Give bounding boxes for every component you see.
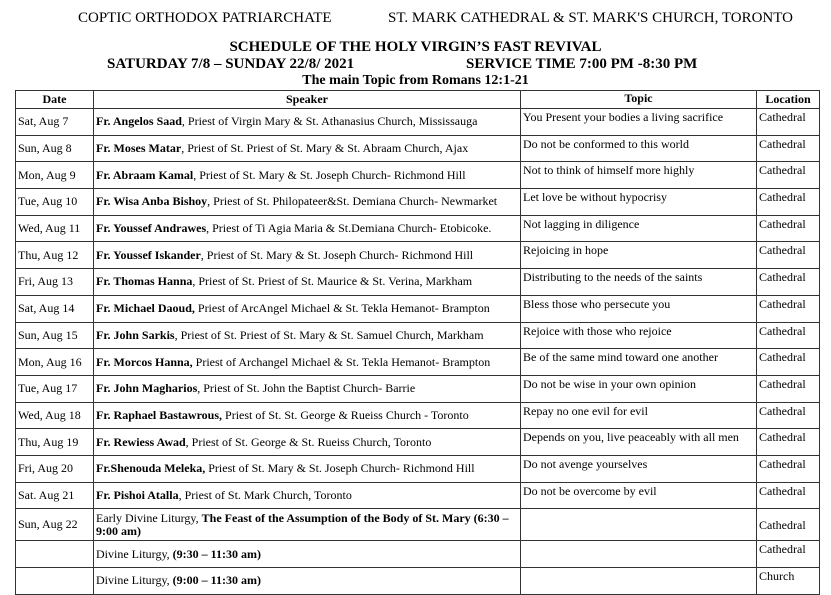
speaker-affiliation: Priest of ArcAngel Michael & St. Tekla Hemanot- Brampton bbox=[194, 301, 490, 316]
date-cell: Fri, Aug 20 bbox=[16, 455, 94, 482]
speaker-cell bbox=[94, 242, 521, 269]
date-cell: Tue, Aug 17 bbox=[16, 375, 94, 402]
speaker-cell bbox=[94, 541, 521, 568]
table-row bbox=[16, 402, 820, 429]
location-cell: Cathedral bbox=[757, 509, 820, 541]
speaker-name: Fr. Moses Matar bbox=[96, 141, 182, 156]
date-cell: Sun, Aug 15 bbox=[16, 322, 94, 349]
speaker-name: Fr. Pishoi Atalla bbox=[96, 487, 179, 502]
speaker-cell bbox=[94, 135, 521, 162]
topic-cell: Not to think of himself more highly bbox=[521, 162, 757, 189]
table-row bbox=[16, 541, 820, 568]
speaker-cell bbox=[94, 455, 521, 482]
speaker-name: Fr. Rewiess Awad bbox=[96, 434, 186, 449]
speaker-affiliation: , Priest of St. George & St. Rueiss Church, Toronto bbox=[185, 434, 432, 449]
speaker-affiliation: Priest of St. St. George & Rueiss Church - Toronto bbox=[222, 407, 469, 422]
speaker-cell bbox=[94, 402, 521, 429]
topic-cell: Rejoicing in hope bbox=[521, 242, 757, 269]
liturgy-label: Divine Liturgy, bbox=[96, 546, 173, 561]
col-header-speaker: Speaker bbox=[94, 91, 521, 109]
table-row bbox=[16, 269, 820, 296]
speaker-affiliation: Priest of St. Mary & St. Joseph Church- Richmond Hill bbox=[205, 461, 475, 476]
location-cell: Cathedral bbox=[757, 215, 820, 242]
speaker-name: Fr. John Sarkis bbox=[96, 327, 175, 342]
topic-cell: Not lagging in diligence bbox=[521, 215, 757, 242]
location-cell: Cathedral bbox=[757, 402, 820, 429]
speaker-cell bbox=[94, 509, 521, 541]
topic-cell: Repay no one evil for evil bbox=[521, 402, 757, 429]
speaker-affiliation: , Priest of St. Priest of St. Mary & St. Samuel Church, Markham bbox=[174, 327, 484, 342]
date-cell: Sun, Aug 8 bbox=[16, 135, 94, 162]
speaker-cell bbox=[94, 349, 521, 376]
location-cell: Cathedral bbox=[757, 455, 820, 482]
speaker-name: Fr.Shenouda Meleka, bbox=[96, 461, 206, 476]
speaker-affiliation: , Priest of Virgin Mary & St. Athanasius Church, Mississauga bbox=[181, 114, 478, 129]
speaker-name: Fr. Abraam Kamal bbox=[96, 167, 194, 182]
date-cell: Thu, Aug 12 bbox=[16, 242, 94, 269]
speaker-cell bbox=[94, 295, 521, 322]
location-cell: Cathedral bbox=[757, 162, 820, 189]
date-cell: Wed, Aug 18 bbox=[16, 402, 94, 429]
location-cell: Cathedral bbox=[757, 322, 820, 349]
speaker-name: Fr. John Magharios bbox=[96, 381, 198, 396]
topic-cell bbox=[521, 568, 757, 595]
speaker-affiliation: , Priest of St. Philopateer&St. Demiana Church- Newmarket bbox=[207, 194, 498, 209]
liturgy-label: Divine Liturgy, bbox=[96, 573, 173, 588]
speaker-affiliation: Priest of Archangel Michael & St. Tekla Hemanot- Brampton bbox=[192, 354, 491, 369]
speaker-name: Fr. Wisa Anba Bishoy bbox=[96, 194, 208, 209]
speaker-name: Fr. Michael Daoud, bbox=[96, 301, 195, 316]
date-cell: Fri, Aug 13 bbox=[16, 269, 94, 296]
col-header-topic: Topic bbox=[521, 91, 757, 109]
speaker-name: Fr. Raphael Bastawrous, bbox=[96, 407, 223, 422]
liturgy-detail: (9:00 – 11:30 am) bbox=[172, 573, 261, 588]
speaker-affiliation: , Priest of St. Priest of St. Maurice & St. Verina, Markham bbox=[192, 274, 473, 289]
speaker-affiliation: , Priest of St. Mark Church, Toronto bbox=[178, 487, 352, 502]
header-right-org: ST. MARK CATHEDRAL & ST. MARK'S CHURCH, TORONTO bbox=[388, 10, 793, 26]
location-cell: Cathedral bbox=[757, 541, 820, 568]
liturgy-detail: The Feast of the Assumption of the Body of St. Mary (6:30 – 9:00 am) bbox=[96, 510, 509, 538]
speaker-affiliation: , Priest of St. John the Baptist Church- Barrie bbox=[197, 381, 416, 396]
speaker-cell bbox=[94, 189, 521, 216]
location-cell: Cathedral bbox=[757, 482, 820, 509]
speaker-cell bbox=[94, 322, 521, 349]
table-row bbox=[16, 215, 820, 242]
topic-cell: Do not avenge yourselves bbox=[521, 455, 757, 482]
location-cell: Cathedral bbox=[757, 135, 820, 162]
topic-cell: Be of the same mind toward one another bbox=[521, 349, 757, 376]
location-cell: Cathedral bbox=[757, 189, 820, 216]
speaker-cell bbox=[94, 162, 521, 189]
table-row bbox=[16, 109, 820, 136]
speaker-name: Fr. Youssef Andrawes bbox=[96, 221, 207, 236]
liturgy-detail: (9:30 – 11:30 am) bbox=[172, 546, 261, 561]
table-row bbox=[16, 349, 820, 376]
main-topic: The main Topic from Romans 12:1-21 bbox=[302, 73, 529, 88]
location-cell: Cathedral bbox=[757, 295, 820, 322]
date-cell: Mon, Aug 16 bbox=[16, 349, 94, 376]
date-cell: Mon, Aug 9 bbox=[16, 162, 94, 189]
location-cell: Cathedral bbox=[757, 429, 820, 456]
date-cell: Sat, Aug 14 bbox=[16, 295, 94, 322]
topic-cell bbox=[521, 541, 757, 568]
topic-cell: Let love be without hypocrisy bbox=[521, 189, 757, 216]
topic-cell: You Present your bodies a living sacrifice bbox=[521, 109, 757, 136]
date-cell bbox=[16, 568, 94, 595]
date-cell: Thu, Aug 19 bbox=[16, 429, 94, 456]
topic-cell: Do not be wise in your own opinion bbox=[521, 375, 757, 402]
topic-cell: Distributing to the needs of the saints bbox=[521, 269, 757, 296]
schedule-table bbox=[15, 90, 820, 595]
speaker-cell bbox=[94, 375, 521, 402]
table-row bbox=[16, 375, 820, 402]
topic-cell: Bless those who persecute you bbox=[521, 295, 757, 322]
table-row bbox=[16, 242, 820, 269]
service-time: SERVICE TIME 7:00 PM -8:30 PM bbox=[466, 56, 698, 72]
header-left-org: COPTIC ORTHODOX PATRIARCHATE bbox=[78, 10, 332, 26]
speaker-affiliation: , Priest of Ti Agia Maria & St.Demiana Church- Etobicoke. bbox=[206, 221, 492, 236]
location-cell: Cathedral bbox=[757, 109, 820, 136]
speaker-name: Fr. Youssef Iskander bbox=[96, 247, 201, 262]
speaker-cell bbox=[94, 269, 521, 296]
location-cell: Cathedral bbox=[757, 242, 820, 269]
col-header-location: Location bbox=[757, 91, 820, 109]
speaker-cell bbox=[94, 429, 521, 456]
speaker-affiliation: , Priest of St. Mary & St. Joseph Church- Richmond Hill bbox=[193, 167, 466, 182]
table-row bbox=[16, 189, 820, 216]
liturgy-label: Early Divine Liturgy, bbox=[96, 510, 202, 525]
speaker-cell bbox=[94, 568, 521, 595]
table-row bbox=[16, 295, 820, 322]
table-row bbox=[16, 509, 820, 541]
table-row bbox=[16, 322, 820, 349]
date-cell: Tue, Aug 10 bbox=[16, 189, 94, 216]
speaker-name: Fr. Morcos Hanna, bbox=[96, 354, 193, 369]
topic-cell: Do not be overcome by evil bbox=[521, 482, 757, 509]
topic-cell: Do not be conformed to this world bbox=[521, 135, 757, 162]
date-cell: Sat. Aug 21 bbox=[16, 482, 94, 509]
date-cell: Sat, Aug 7 bbox=[16, 109, 94, 136]
location-cell: Church bbox=[757, 568, 820, 595]
speaker-cell bbox=[94, 482, 521, 509]
speaker-affiliation: , Priest of St. Mary & St. Joseph Church- Richmond Hill bbox=[200, 247, 474, 262]
speaker-name: Fr. Thomas Hanna bbox=[96, 274, 193, 289]
speaker-name: Fr. Angelos Saad bbox=[96, 114, 182, 129]
table-row bbox=[16, 135, 820, 162]
speaker-cell bbox=[94, 215, 521, 242]
topic-cell bbox=[521, 509, 757, 541]
table-header-row bbox=[16, 91, 820, 109]
table-row bbox=[16, 568, 820, 595]
location-cell: Cathedral bbox=[757, 375, 820, 402]
page-title: SCHEDULE OF THE HOLY VIRGIN’S FAST REVIVAL bbox=[229, 39, 602, 55]
location-cell: Cathedral bbox=[757, 349, 820, 376]
date-cell bbox=[16, 541, 94, 568]
table-row bbox=[16, 162, 820, 189]
topic-cell: Rejoice with those who rejoice bbox=[521, 322, 757, 349]
table-row bbox=[16, 455, 820, 482]
location-cell: Cathedral bbox=[757, 269, 820, 296]
date-range: SATURDAY 7/8 – SUNDAY 22/8/ 2021 bbox=[107, 56, 355, 72]
table-row bbox=[16, 429, 820, 456]
date-cell: Sun, Aug 22 bbox=[16, 509, 94, 541]
speaker-affiliation: , Priest of St. Priest of St. Mary & St. Abraam Church, Ajax bbox=[181, 141, 469, 156]
col-header-date: Date bbox=[16, 91, 94, 109]
table-row bbox=[16, 482, 820, 509]
topic-cell: Depends on you, live peaceably with all men bbox=[521, 429, 757, 456]
date-cell: Wed, Aug 11 bbox=[16, 215, 94, 242]
speaker-cell bbox=[94, 109, 521, 136]
